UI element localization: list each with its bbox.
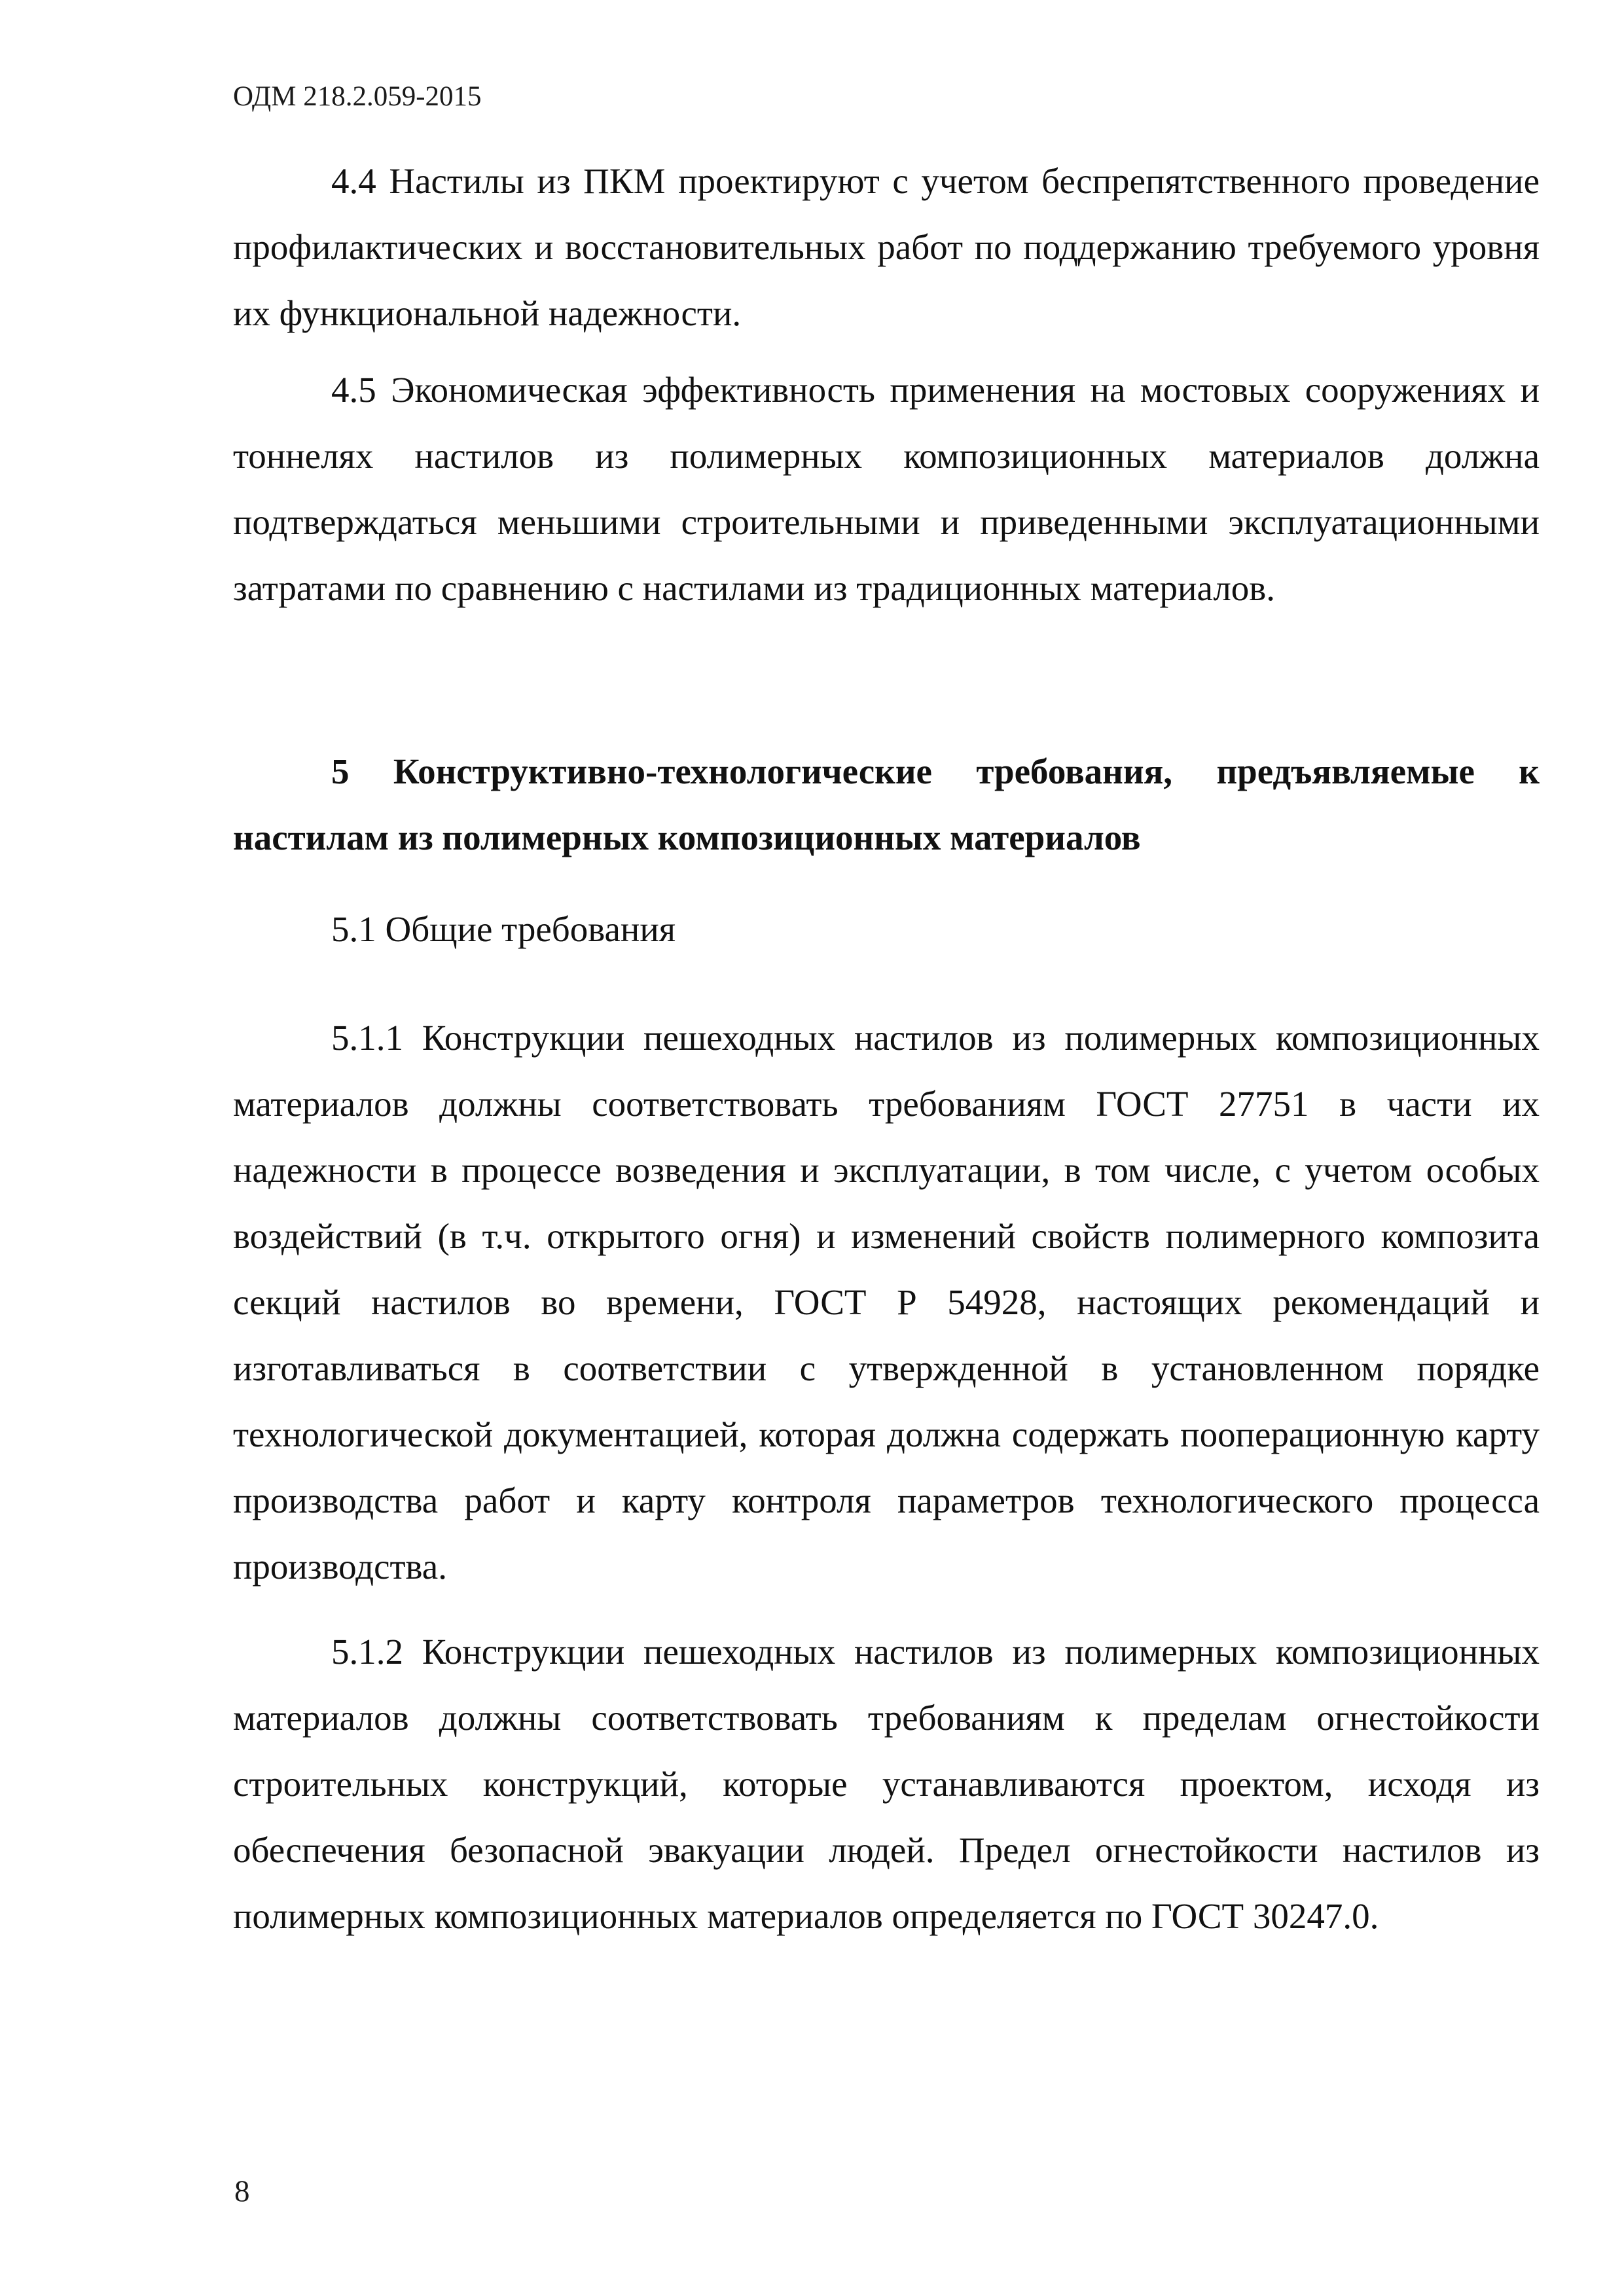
paragraph-5-1-1-block: [233, 1005, 1540, 1600]
section-5-heading: 5 Конструктивно-технологические требования, предъявляемые к настилам из полимерных композиционных материалов: [233, 751, 1540, 857]
subsection-5-1-block: [233, 896, 1540, 962]
paragraph-5-1-2: 5.1.2 Конструкции пешеходных настилов из полимерных композиционных материалов должны соответствовать требованиям к пределам огнестойкости строительных конструкций, которые устанавливаются проектом, исходя из обеспечения безопасной эвакуации людей. Предел огнестойкости настилов из полимерных композиционных материалов определяется по ГОСТ 30247.0.: [233, 1632, 1540, 1936]
paragraph-4-5: 4.5 Экономическая эффективность применения на мостовых сооружениях и тоннелях настилов из полимерных композиционных материалов должна подтверждаться меньшими строительными и приведенными эксплуатационными затратами по сравнению с настилами из традиционных материалов.: [233, 370, 1540, 608]
subsection-5-1-title: 5.1 Общие требования: [331, 909, 676, 949]
document-code-header: ОДМ 218.2.059-2015: [233, 81, 482, 112]
paragraph-5-1-2-block: [233, 1619, 1540, 1949]
paragraph-5-1-1: 5.1.1 Конструкции пешеходных настилов из полимерных композиционных материалов должны соответствовать требованиям ГОСТ 27751 в части их надежности в процессе возведения и эксплуатации, в том числе, с учетом особых воздействий (в т.ч. открытого огня) и изменений свойств полимерного композита секций настилов во времени, ГОСТ Р 54928, настоящих рекомендаций и изготавливаться в соответствии с утвержденной в установленном порядке технологической документацией, которая должна содержать пооперационную карту производства работ и карту контроля параметров технологического процесса производства.: [233, 1018, 1540, 1587]
section-5-heading-block: [233, 738, 1540, 870]
paragraph-4-5-block: [233, 357, 1540, 621]
page-number: 8: [234, 2174, 250, 2208]
paragraph-4-4: 4.4 Настилы из ПКМ проектируют с учетом беспрепятственного проведение профилактических и восстановительных работ по поддержанию требуемого уровня их функциональной надежности.: [233, 161, 1540, 333]
paragraph-4-4-block: [233, 148, 1540, 346]
